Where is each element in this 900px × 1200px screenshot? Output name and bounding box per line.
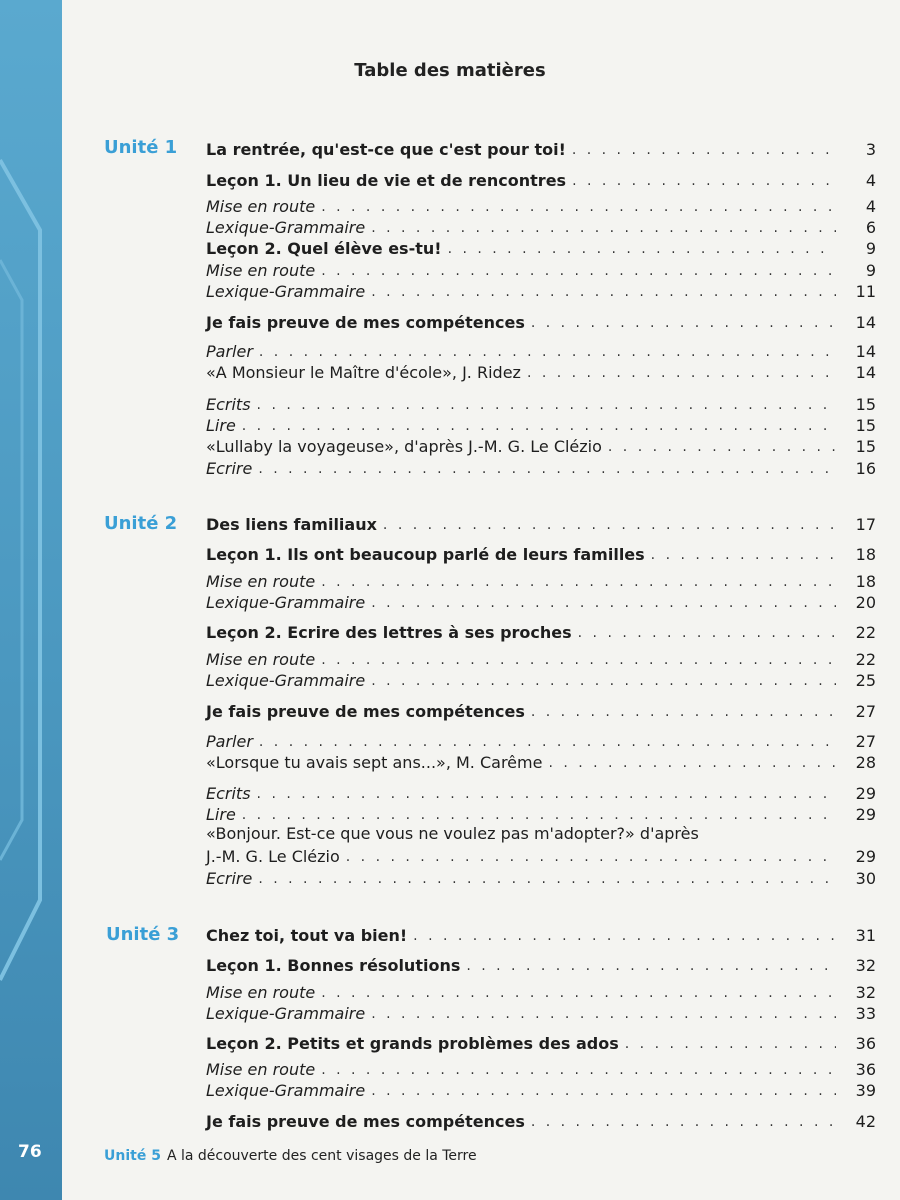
dot-leader — [258, 869, 836, 889]
entry-title: Mise en route — [206, 1060, 316, 1079]
toc-entry[interactable] — [206, 340, 876, 362]
entry-title: Leçon 1. Ils ont beaucoup parlé de leurs familles — [206, 545, 645, 564]
entry-page: 36 — [855, 1060, 876, 1079]
entry-page: 22 — [855, 650, 876, 669]
entry-page: 11 — [855, 282, 876, 301]
entry-title: Parler — [206, 342, 253, 361]
toc-entry[interactable] — [206, 867, 876, 889]
toc-entry[interactable] — [206, 1079, 876, 1101]
entry-page: 29 — [855, 847, 876, 866]
entry-title: Lexique-Grammaire — [206, 593, 366, 612]
toc-entry[interactable] — [206, 981, 876, 1003]
dot-leader — [572, 171, 836, 191]
toc-entry[interactable] — [206, 845, 876, 867]
entry-title: «Lullaby la voyageuse», d'après J.-M. G. Le Clézio — [206, 437, 602, 456]
dot-leader — [259, 732, 836, 752]
toc-entry[interactable] — [206, 700, 876, 722]
entry-page: 32 — [855, 983, 876, 1002]
entry-title: Je fais preuve de mes compétences — [206, 1112, 525, 1131]
dot-leader — [321, 572, 836, 592]
toc-entry[interactable] — [206, 414, 876, 436]
entry-title: «Lorsque tu avais sept ans...», M. Carême — [206, 753, 543, 772]
dot-leader — [466, 956, 836, 976]
toc-entry[interactable] — [206, 570, 876, 592]
toc-entry[interactable] — [206, 924, 876, 946]
entry-title: Leçon 1. Bonnes résolutions — [206, 956, 461, 975]
toc-entry[interactable] — [206, 393, 876, 415]
dot-leader — [572, 140, 836, 160]
entry-page: 14 — [855, 363, 876, 382]
toc-entry[interactable] — [206, 195, 876, 217]
entry-title: Lexique-Grammaire — [206, 1004, 366, 1023]
entry-title: Ecrits — [206, 784, 251, 803]
dot-leader — [578, 623, 836, 643]
dot-leader — [531, 1112, 836, 1132]
entry-title: Ecrire — [206, 869, 253, 888]
entry-page: 20 — [855, 593, 876, 612]
unit-label: Unité 3 — [106, 924, 180, 945]
entry-title: Ecrire — [206, 459, 253, 478]
entry-title: Mise en route — [206, 261, 316, 280]
entry-title: Je fais preuve de mes compétences — [206, 702, 525, 721]
unit-label: Unité 1 — [104, 137, 178, 158]
page-number: 76 — [18, 1142, 42, 1162]
running-footer — [104, 1148, 477, 1164]
entry-page: 27 — [855, 732, 876, 751]
entry-title: Lexique-Grammaire — [206, 218, 366, 237]
dot-leader — [448, 239, 836, 259]
entry-page: 33 — [855, 1004, 876, 1023]
entry-page: 29 — [855, 784, 876, 803]
entry-page: 15 — [855, 416, 876, 435]
entry-page: 15 — [855, 437, 876, 456]
toc-entry[interactable] — [206, 954, 876, 976]
toc-entry[interactable] — [206, 824, 876, 846]
dot-leader — [321, 197, 836, 217]
dot-leader — [383, 515, 836, 535]
entry-page: 42 — [855, 1112, 876, 1131]
entry-page: 18 — [855, 572, 876, 591]
entry-title: Lexique-Grammaire — [206, 282, 366, 301]
dot-leader — [531, 702, 836, 722]
entry-title: Lire — [206, 805, 236, 824]
entry-page: 15 — [855, 395, 876, 414]
dot-leader — [321, 650, 836, 670]
toc-entry[interactable] — [206, 435, 876, 457]
entry-title: «A Monsieur le Maître d'école», J. Ridez — [206, 363, 521, 382]
dot-leader — [321, 261, 836, 281]
band-decoration — [0, 0, 62, 1200]
toc-entry[interactable] — [206, 803, 876, 825]
dot-leader — [651, 545, 836, 565]
entry-title: Lexique-Grammaire — [206, 1081, 366, 1100]
entry-page: 14 — [855, 342, 876, 361]
entry-title: Leçon 2. Petits et grands problèmes des ados — [206, 1034, 619, 1053]
toc-entry[interactable] — [206, 1058, 876, 1080]
toc-entry[interactable] — [206, 311, 876, 333]
dot-leader — [625, 1034, 836, 1054]
entry-title: Mise en route — [206, 197, 316, 216]
toc-entry[interactable] — [206, 216, 876, 238]
dot-leader — [413, 926, 836, 946]
toc-entry[interactable] — [206, 361, 876, 383]
toc-entry[interactable] — [206, 237, 876, 259]
entry-title: La rentrée, qu'est-ce que c'est pour toi! — [206, 140, 566, 159]
page-title: Table des matières — [354, 60, 546, 81]
entry-page: 22 — [855, 623, 876, 642]
dot-leader — [346, 847, 836, 867]
toc-entry[interactable] — [206, 1002, 876, 1024]
toc-entry[interactable] — [206, 591, 876, 613]
entry-title: Lire — [206, 416, 236, 435]
entry-title: «Bonjour. Est-ce que vous ne voulez pas m'adopter?» d'après — [206, 824, 699, 843]
toc-entry[interactable] — [206, 782, 876, 804]
entry-title: Ecrits — [206, 395, 251, 414]
entry-page: 25 — [855, 671, 876, 690]
entry-title: Parler — [206, 732, 253, 751]
entry-title: Leçon 2. Ecrire des lettres à ses proches — [206, 623, 572, 642]
dot-leader — [257, 395, 836, 415]
toc-entry[interactable] — [206, 1032, 876, 1054]
entry-page: 29 — [855, 805, 876, 824]
dot-leader — [371, 671, 836, 691]
toc-entry[interactable] — [206, 169, 876, 191]
entry-page: 17 — [855, 515, 876, 534]
dot-leader — [608, 437, 836, 457]
dot-leader — [257, 784, 836, 804]
toc-entry[interactable] — [206, 513, 876, 535]
entry-page: 6 — [865, 218, 876, 237]
toc-entry[interactable] — [206, 730, 876, 752]
entry-title: Lexique-Grammaire — [206, 671, 366, 690]
dot-leader — [371, 282, 836, 302]
unit-label: Unité 2 — [104, 513, 178, 534]
dot-leader — [258, 459, 836, 479]
dot-leader — [321, 1060, 836, 1080]
toc-entry[interactable] — [206, 259, 876, 281]
dot-leader — [548, 753, 836, 773]
entry-page: 27 — [855, 702, 876, 721]
entry-title: Chez toi, tout va bien! — [206, 926, 408, 945]
entry-page: 31 — [855, 926, 876, 945]
entry-page: 16 — [855, 459, 876, 478]
dot-leader — [371, 593, 836, 613]
entry-title: Des liens familiaux — [206, 515, 377, 534]
dot-leader — [371, 1004, 836, 1024]
dot-leader — [242, 416, 836, 436]
toc-entry[interactable] — [206, 1110, 876, 1132]
entry-page: 32 — [855, 956, 876, 975]
entry-page: 39 — [855, 1081, 876, 1100]
toc-entry[interactable] — [206, 621, 876, 643]
dot-leader — [371, 218, 836, 238]
dot-leader — [321, 983, 836, 1003]
toc-entry[interactable] — [206, 457, 876, 479]
left-color-band — [0, 0, 62, 1200]
toc-entry[interactable] — [206, 669, 876, 691]
dot-leader — [527, 363, 836, 383]
dot-leader — [259, 342, 836, 362]
entry-page: 30 — [855, 869, 876, 888]
entry-page: 4 — [865, 171, 876, 190]
toc-entry[interactable] — [206, 543, 876, 565]
toc-entry[interactable] — [206, 751, 876, 773]
toc-entry[interactable] — [206, 280, 876, 302]
entry-page: 18 — [855, 545, 876, 564]
toc-entry[interactable] — [206, 138, 876, 160]
footer-title: A la découverte des cent visages de la Terre — [166, 1148, 477, 1164]
entry-title: Mise en route — [206, 572, 316, 591]
entry-page: 3 — [865, 140, 876, 159]
entry-page: 14 — [855, 313, 876, 332]
entry-page: 9 — [865, 261, 876, 280]
entry-title: J.-M. G. Le Clézio — [206, 847, 340, 866]
toc-entry[interactable] — [206, 648, 876, 670]
entry-page: 36 — [855, 1034, 876, 1053]
dot-leader — [371, 1081, 836, 1101]
entry-title: Mise en route — [206, 983, 316, 1002]
dot-leader — [531, 313, 836, 333]
entry-title: Leçon 1. Un lieu de vie et de rencontres — [206, 171, 567, 190]
entry-page: 9 — [865, 239, 876, 258]
entry-page: 4 — [865, 197, 876, 216]
entry-title: Je fais preuve de mes compétences — [206, 313, 525, 332]
entry-title: Mise en route — [206, 650, 316, 669]
footer-unit: Unité 5 — [104, 1148, 161, 1164]
entry-page: 28 — [855, 753, 876, 772]
entry-title: Leçon 2. Quel élève es-tu! — [206, 239, 442, 258]
dot-leader — [242, 805, 836, 825]
